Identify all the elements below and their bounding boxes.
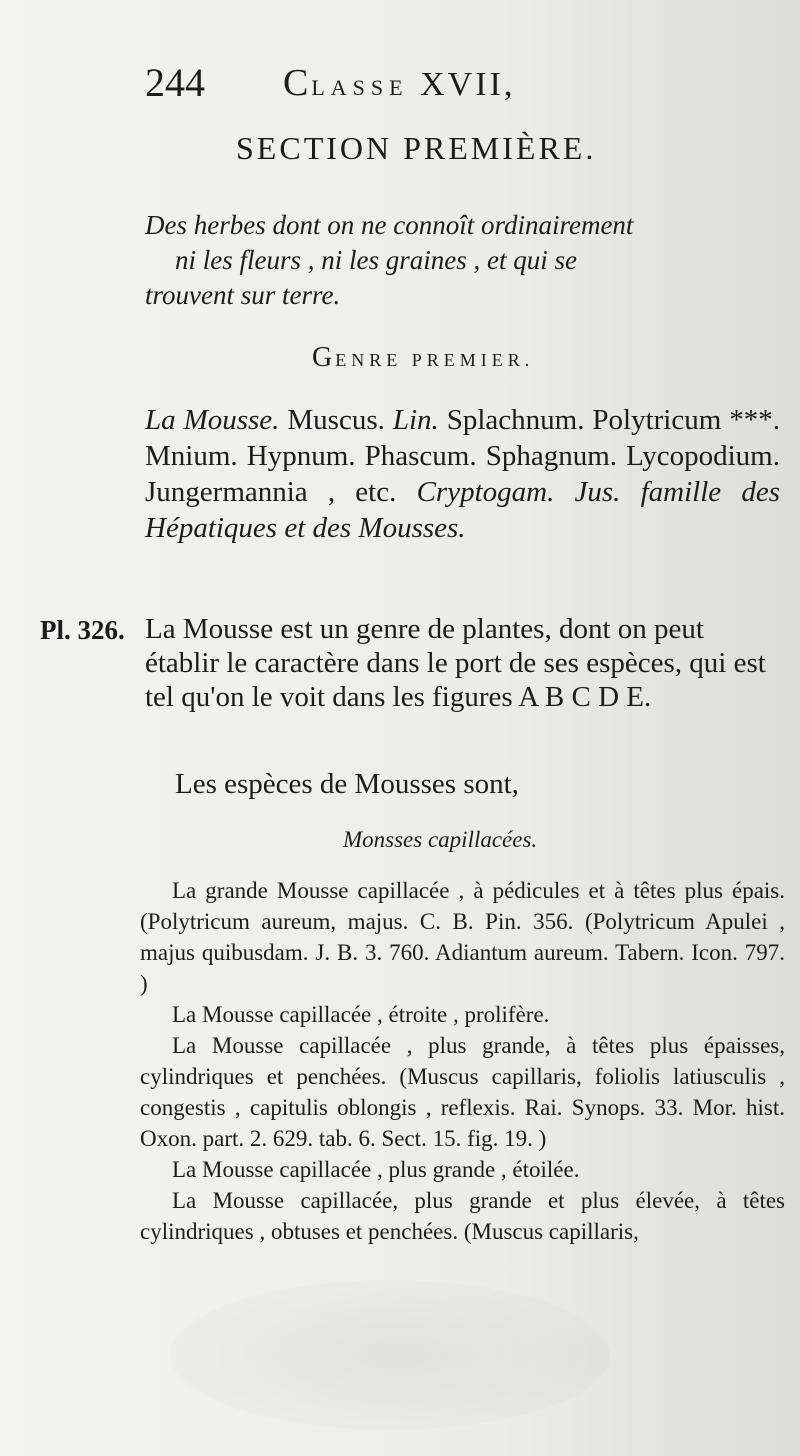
- classe-heading: [283, 61, 515, 105]
- description-line-3: trouvent sur terre.: [145, 280, 341, 310]
- lin-abbrev: Lin.: [392, 404, 439, 436]
- species-entry: La Mousse capillacée, plus grande et plus élevée, à têtes cylindriques , obtuses et penchées. (Muscus capillaris,: [140, 1188, 785, 1244]
- section-description: [145, 208, 785, 313]
- classe-numeral: XVII,: [420, 66, 516, 103]
- genus-description: La Mousse est un genre de plantes, dont on peut établir le caractère dans le port de ses espèces, qui est tel qu'on le voit dans les figures A B C D E.: [145, 613, 766, 713]
- description-line-1: Des herbes dont on ne connoît ordinairement: [145, 210, 634, 240]
- species-entry: La Mousse capillacée , plus grande, à têtes plus épaisses, cylindriques et penchées. (Muscus capillaris, foliolis latiusculis , congestis , capitulis oblongis , reflexis. Rai. Synops. 33. Mor. hist. Oxon. part. 2. 629. tab. 6. Sect. 15. fig. 19. ): [140, 1033, 785, 1151]
- species-subheading: Monsses capillacées.: [343, 827, 538, 852]
- classe-word: LASSE: [311, 75, 409, 100]
- species-heading: Les espèces de Mousses sont,: [175, 768, 519, 800]
- synonym-text-1: Muscus.: [279, 404, 393, 436]
- genre-initial: G: [312, 342, 336, 373]
- plate-reference: Pl. 326.: [40, 615, 125, 645]
- page-stain: [170, 1280, 610, 1430]
- description-line-2: ni les fleurs , ni les graines , et qui se: [175, 245, 577, 275]
- jussieu-family: Jus. famille des Hépatiques et des Mousses.: [145, 476, 781, 544]
- genus-name: La Mousse.: [145, 404, 280, 436]
- cryptogam-abbrev: Cryptogam.: [416, 476, 555, 508]
- species-entry: La Mousse capillacée , étroite , prolifère.: [172, 1002, 550, 1027]
- species-entry: La grande Mousse capillacée , à pédicules et à têtes plus épais. (Polytricum aureum, majus. C. B. Pin. 356. (Polytricum Apulei , majus quibusdam. J. B. 3. 760. Adiantum aureum. Tabern. Icon. 797. ): [140, 878, 785, 996]
- running-header: [145, 55, 785, 105]
- species-list: [140, 875, 785, 1247]
- page-number: 244: [145, 60, 205, 105]
- synonym-text-2: Splachnum. Polytricum ***. Mnium. Hypnum. Phascum. Sphagnum. Lycopodium. Jungermannia , etc.: [145, 404, 780, 508]
- section-title: SECTION PREMIÈRE.: [236, 130, 597, 166]
- classe-initial: C: [283, 62, 312, 104]
- synonym-text-3: [554, 476, 574, 508]
- genre-heading: [312, 342, 534, 374]
- genre-word: ENRE PREMIER.: [335, 350, 535, 370]
- species-entry: La Mousse capillacée , plus grande , étoilée.: [172, 1157, 580, 1182]
- genus-synonyms: [145, 402, 780, 546]
